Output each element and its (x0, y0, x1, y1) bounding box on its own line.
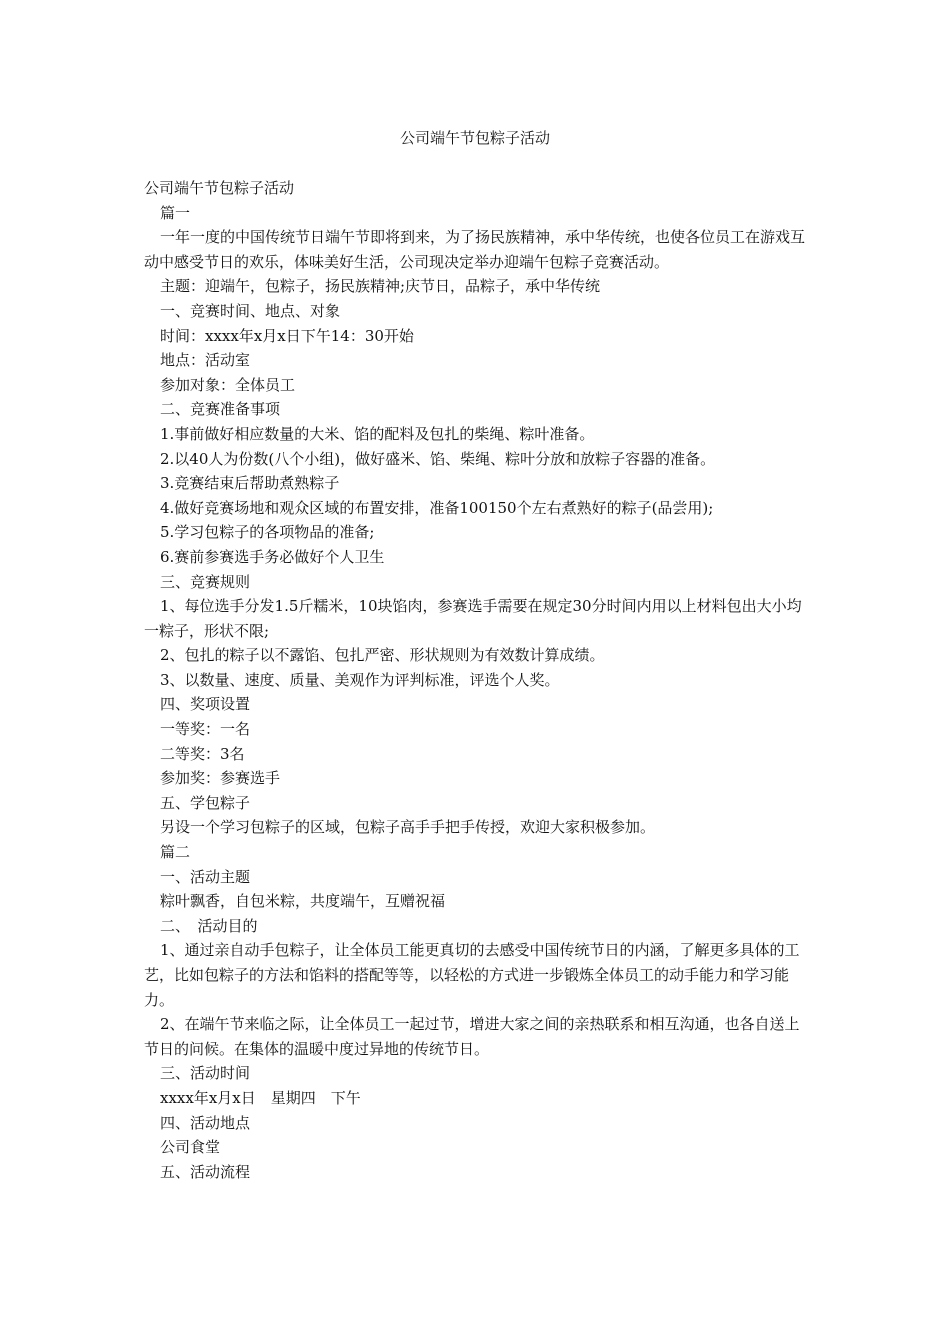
section-heading: 一、竞赛时间、地点、对象 (160, 301, 341, 320)
section-heading: 三、活动时间 (160, 1064, 251, 1083)
section-heading: 五、学包粽子 (160, 793, 251, 812)
section-heading: 四、奖项设置 (160, 695, 251, 714)
paragraph: 粽叶飘香，自包米粽，共度端午，互赠祝福 (160, 892, 446, 911)
list-item: 1.事前做好相应数量的大米、馅的配料及包扎的柴绳、粽叶准备。 (160, 424, 595, 443)
section-label: 篇一 (160, 203, 191, 222)
section-heading: 二、竞赛准备事项 (160, 400, 281, 419)
list-item: 3.竞赛结束后帮助煮熟粽子 (160, 474, 340, 493)
paragraph: 参加对象：全体员工 (160, 375, 296, 394)
list-item: 2、在端午节来临之际，让全体员工一起过节，增进大家之间的亲热联系和相互沟通，也各自送上节日的问候。在集体的温暖中度过异地的传统节日。 (144, 1015, 800, 1058)
document-body (144, 176, 814, 1184)
paragraph: 公司食堂 (160, 1138, 221, 1157)
paragraph: 地点：活动室 (160, 351, 251, 370)
list-item: 一等奖：一名 (160, 720, 251, 739)
list-item: 参加奖：参赛选手 (160, 769, 281, 788)
paragraph: xxxx年x月x日 星期四 下午 (160, 1088, 361, 1107)
section-heading: 三、竞赛规则 (160, 572, 251, 591)
list-item: 3、以数量、速度、质量、美观作为评判标准，评选个人奖。 (160, 670, 560, 689)
list-item: 1、每位选手分发1.5斤糯米，10块馅肉，参赛选手需要在规定30分时间内用以上材料包出大小均一粽子，形状不限; (144, 597, 802, 640)
paragraph: 另设一个学习包粽子的区域，包粽子高手手把手传授，欢迎大家积极参加。 (160, 818, 656, 837)
paragraph: 一年一度的中国传统节日端午节即将到来，为了扬民族精神，承中华传统，也使各位员工在游戏互动中感受节日的欢乐，体味美好生活，公司现决定举办迎端午包粽子竞赛活动。 (144, 228, 806, 271)
list-item: 1、通过亲自动手包粽子，让全体员工能更真切的去感受中国传统节日的内涵，了解更多具体的工艺，比如包粽子的方法和馅料的搭配等等，以轻松的方式进一步锻炼全体员工的动手能力和学习能力。 (144, 941, 800, 1009)
paragraph: 主题：迎端午，包粽子，扬民族精神;庆节日，品粽子，承中华传统 (160, 277, 601, 296)
section-heading: 四、活动地点 (160, 1113, 251, 1132)
list-item: 二等奖：3名 (160, 744, 245, 763)
section-heading: 五、活动流程 (160, 1162, 251, 1181)
list-item: 2.以40人为份数(八个小组)，做好盛米、馅、柴绳、粽叶分放和放粽子容器的准备。 (160, 449, 716, 468)
paragraph: 时间：xxxx年x月x日下午14：30开始 (160, 326, 414, 345)
list-item: 2、包扎的粽子以不露馅、包扎严密、形状规则为有效数计算成绩。 (160, 646, 605, 665)
body-heading: 公司端午节包粽子活动 (144, 179, 295, 197)
section-heading: 二、 活动目的 (160, 916, 258, 935)
document-title: 公司端午节包粽子活动 (399, 129, 550, 147)
section-heading: 一、活动主题 (160, 867, 251, 886)
section-label: 篇二 (160, 843, 191, 862)
list-item: 5.学习包粽子的各项物品的准备; (160, 523, 375, 542)
list-item: 6.赛前参赛选手务必做好个人卫生 (160, 547, 385, 566)
list-item: 4.做好竞赛场地和观众区域的布置安排，准备100150个左右煮熟好的粽子(品尝用); (160, 498, 714, 517)
